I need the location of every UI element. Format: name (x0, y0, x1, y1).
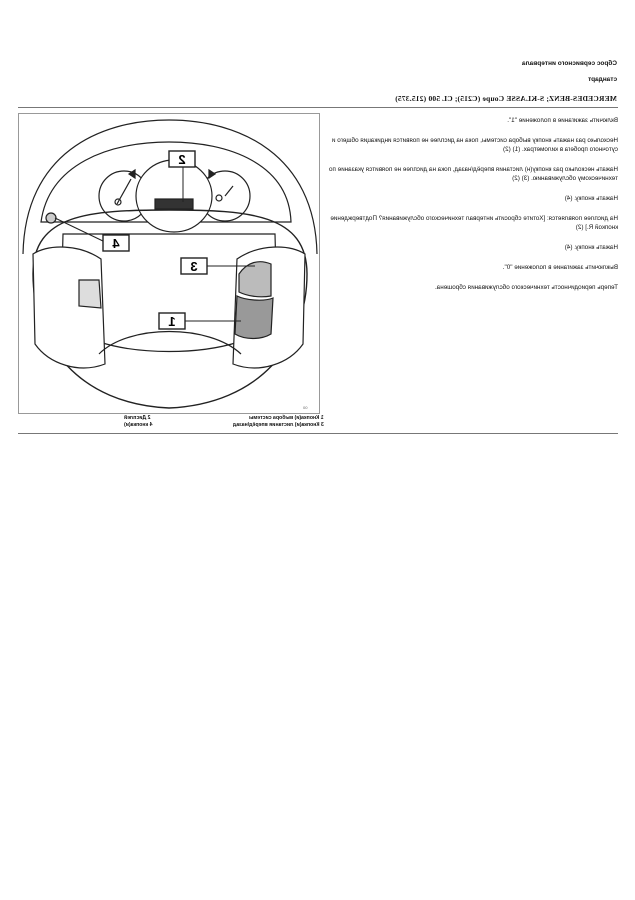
step-6: Нажать кнопку. (4) (564, 244, 618, 251)
steering-wheel-illustration (19, 114, 319, 413)
center-display (136, 160, 212, 232)
divider-top (18, 107, 618, 108)
divider-bottom (18, 433, 618, 434)
figure-id: 00 (303, 405, 308, 410)
step-5: На дисплее появляется: [Хотите сбросить интервал технического обслуживания? Подтверждение кнопкой R.] (2) (330, 215, 618, 231)
vehicle-model: MERCEDES-BENZ; S-KLASSE Coupe (C215); CL 500 (215.375) (395, 94, 617, 103)
callout-3 (181, 258, 207, 274)
caption-row (124, 422, 324, 429)
svg-text:4: 4 (112, 236, 120, 251)
svg-text:2: 2 (178, 152, 186, 167)
svg-text:3: 3 (190, 259, 198, 274)
step-8: Теперь периодичность технического обслуживания сброшена. (434, 284, 618, 291)
callout-4 (103, 235, 129, 251)
svg-text:1: 1 (168, 314, 176, 329)
caption-item-4: 4 кнопка(и) (124, 422, 153, 428)
caption-item-3: 3 Кнопка(и) листания вперёд/назад (233, 422, 324, 428)
caption-item-2: 2 Дисплей (124, 415, 151, 421)
section-title: Сброс сервисного интервала (522, 60, 617, 67)
callout-1 (159, 313, 185, 329)
system-select-buttons (235, 296, 273, 339)
callout-2 (169, 151, 195, 167)
reset-button (46, 213, 56, 223)
step-1: Включить зажигание в положение "1". (507, 117, 618, 124)
instruction-steps (320, 116, 618, 303)
caption-item-1: 1 Кнопка(и) выбора системы (249, 415, 324, 421)
step-3: Нажать несколько раз кнопку(н) листания вперёд/назад, пока на дисплее не появится указание по техническому обслуживанию. (3) (2) (329, 166, 618, 182)
step-4: Нажать кнопку. (4) (564, 195, 618, 202)
figure-caption (124, 415, 324, 429)
steering-wheel-figure (18, 113, 320, 414)
caption-row (124, 415, 324, 422)
step-7: Выключить зажигание в положение "0". (502, 264, 618, 271)
display-screen (155, 199, 193, 209)
step-2: Несколько раз нажать кнопку выбора системы, пока на дисплее не появится индикация общего и суточного пробега в километрах. (1) (2) (331, 137, 618, 153)
section-subtitle: стандарт (587, 76, 617, 83)
